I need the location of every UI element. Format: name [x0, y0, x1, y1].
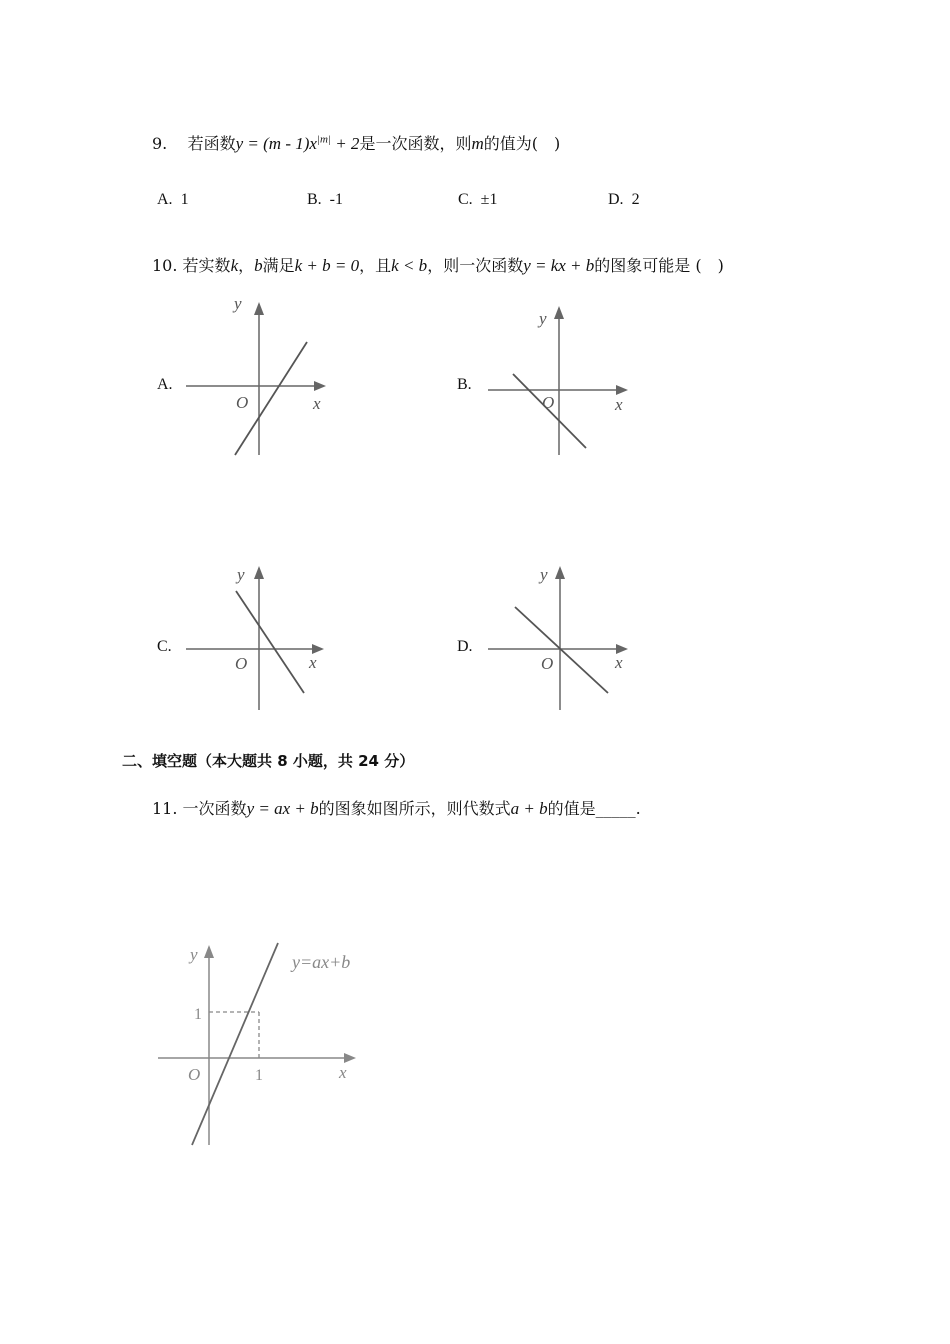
- q10-option-c-label[interactable]: C.: [157, 638, 172, 655]
- q10-func: y = kx + b: [523, 256, 595, 275]
- q11-func: y = ax + b: [246, 799, 319, 818]
- q9-exponent: |m|: [316, 133, 331, 146]
- q11-text: 的图象如图所示，则代数式: [318, 799, 511, 818]
- x-label: x: [339, 1063, 347, 1082]
- q10-option-d-label[interactable]: D.: [457, 638, 473, 655]
- q10-var-k: k: [230, 256, 239, 275]
- y-label: y: [540, 565, 548, 584]
- option-label: B.: [307, 191, 322, 208]
- line-equation-label: y=ax+b: [292, 952, 351, 972]
- section-title: 二、填空题（本大题共 8 小题，共 24 分）: [122, 752, 415, 770]
- option-value: 1: [180, 191, 189, 208]
- x-label: x: [313, 394, 321, 413]
- y-axis-arrow: [254, 566, 264, 579]
- q10-graph-b[interactable]: [480, 300, 640, 460]
- q10-sep: ，: [238, 256, 255, 275]
- q9-formula: y = (m - 1)x: [235, 134, 317, 153]
- y-axis-arrow: [204, 945, 214, 958]
- x-axis-arrow: [616, 385, 628, 395]
- q10-text: 若实数: [182, 256, 231, 275]
- q9-stem: [152, 131, 560, 154]
- q9-var: m: [471, 134, 484, 153]
- q9-text-before: 若函数: [187, 134, 236, 153]
- q11-graph: [150, 935, 400, 1150]
- q10-text: 的图象可能是 ( ): [594, 256, 724, 275]
- q10-cond1: k + b = 0: [294, 256, 360, 275]
- q10-text: ，且: [359, 256, 392, 275]
- function-line: [236, 591, 304, 693]
- y-axis-arrow: [254, 302, 264, 315]
- y-axis-arrow: [555, 566, 565, 579]
- x-axis-arrow: [344, 1053, 356, 1063]
- q10-graph-a[interactable]: [180, 295, 340, 460]
- x-label: x: [615, 395, 623, 414]
- y-label: y: [190, 945, 198, 964]
- q9-option-d[interactable]: [608, 191, 640, 209]
- origin-label: O: [236, 393, 249, 412]
- option-value: -1: [329, 191, 343, 208]
- option-label: C.: [458, 191, 473, 208]
- option-value: 2: [631, 191, 640, 208]
- origin-label: O: [542, 393, 555, 412]
- x-label: x: [309, 653, 317, 672]
- q9-option-b[interactable]: [307, 191, 343, 209]
- y-tick-label: 1: [194, 1006, 202, 1023]
- q10-graph-c[interactable]: [180, 560, 340, 715]
- q10-stem: [152, 253, 724, 276]
- q9-formula-tail: + 2: [330, 134, 360, 153]
- y-label: y: [234, 295, 242, 313]
- q11-stem: [152, 796, 641, 819]
- q11-expr: a + b: [510, 799, 548, 818]
- x-tick-label: 1: [255, 1067, 263, 1084]
- origin-label: O: [541, 654, 554, 673]
- origin-label: O: [235, 654, 248, 673]
- q10-option-a-label[interactable]: A.: [157, 376, 173, 393]
- q10-number: 10.: [152, 256, 178, 275]
- origin-label: O: [188, 1065, 201, 1084]
- q9-text-after: 是一次函数，则: [359, 134, 472, 153]
- q9-option-c[interactable]: [458, 191, 497, 209]
- option-label: A.: [157, 191, 173, 208]
- q10-text: ，则一次函数: [427, 256, 524, 275]
- q10-cond2: k < b: [391, 256, 428, 275]
- option-label: D.: [608, 191, 624, 208]
- x-label: x: [615, 653, 623, 672]
- function-line: [192, 943, 278, 1145]
- option-value: ±1: [480, 191, 498, 208]
- y-label: y: [539, 309, 547, 328]
- q10-text: 满足: [262, 256, 295, 275]
- function-line: [515, 607, 608, 693]
- q11-text: 的值是: [547, 799, 596, 818]
- q11-number: 11.: [152, 799, 178, 818]
- q10-var-b: b: [254, 256, 263, 275]
- q10-graph-d[interactable]: [480, 560, 640, 715]
- q10-option-b-label[interactable]: B.: [457, 376, 472, 393]
- x-axis-arrow: [314, 381, 326, 391]
- q9-option-a[interactable]: [157, 191, 189, 209]
- q9-number: 9.: [152, 134, 168, 153]
- answer-blank[interactable]: _____: [595, 799, 636, 818]
- y-label: y: [237, 565, 245, 584]
- q9-text-end: 的值为( ): [483, 134, 561, 153]
- y-axis-arrow: [554, 306, 564, 319]
- q11-text: 一次函数: [182, 799, 247, 818]
- q11-end: .: [635, 799, 641, 818]
